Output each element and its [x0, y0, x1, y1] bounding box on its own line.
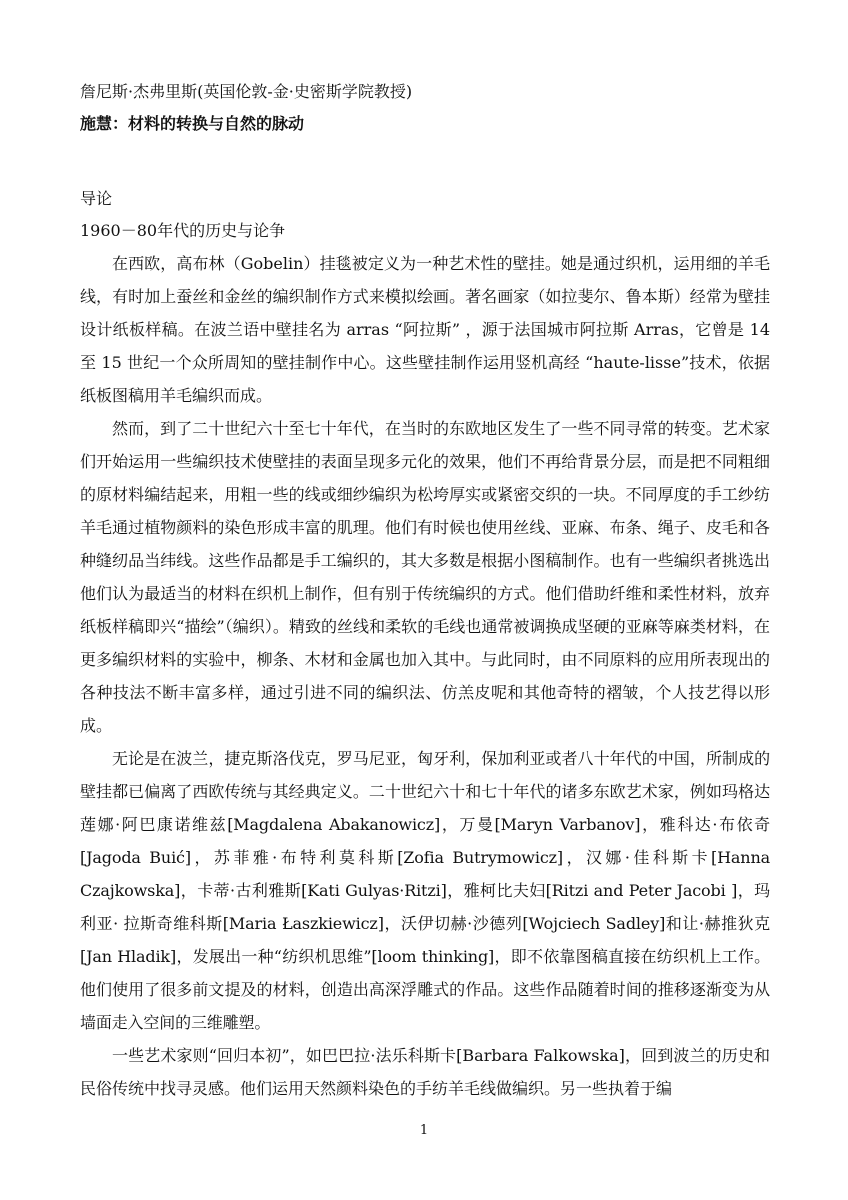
paragraph-3: 无论是在波兰，捷克斯洛伐克，罗马尼亚，匈牙利，保加利亚或者八十年代的中国，所制成的壁挂都已偏离了西欧传统与其经典定义。二十世纪六十和七十年代的诸多东欧艺术家，例如玛格达莲娜·阿巴康诺维兹[Magdalena Abakanowicz]，万曼[Maryn Varbanov]，雅科达·布依奇[Jagoda Buić]，苏菲雅·布特利莫科斯[Zofia Butrymowicz]，汉娜·佳科斯卡[Hanna Czajkowska]，卡蒂·古利雅斯[Kati Gulyas·Ritzi]，雅柯比夫妇[Ritzi and Peter Jacobi ]，玛利亚· 拉斯奇维科斯[Maria Łaszkiewicz]，沃伊切赫·沙德列[Wojciech Sadley]和让·赫推狄克[Jan Hladik]，发展出一种“纺织机思维”[loom thinking]，即不依靠图稿直接在纺织机上工作。他们使用了很多前文提及的材料，创造出高深浮雕式的作品。这些作品随着时间的推移逐渐变为从墙面走入空间的三维雕塑。	[80, 749, 770, 1032]
author-line: 詹尼斯·杰弗里斯(英国伦敦-金·史密斯学院教授)	[80, 82, 413, 101]
paragraph-4: 一些艺术家则“回归本初”，如巴巴拉·法乐科斯卡[Barbara Falkowska]，回到波兰的历史和民俗传统中找寻灵感。他们运用天然颜料染色的手纺羊毛线做编织。另一些执着于编	[80, 1046, 770, 1098]
document-page	[80, 76, 770, 1105]
page-number: 1	[419, 1123, 429, 1138]
paragraph-2: 然而，到了二十世纪六十至七十年代，在当时的东欧地区发生了一些不同寻常的转变。艺术家们开始运用一些编织技术使壁挂的表面呈现多元化的效果，他们不再给背景分层，而是把不同粗细的原材料编结起来，用粗一些的线或细纱编织为松垮厚实或紧密交织的一块。不同厚度的手工纱纺羊毛通过植物颜料的染色形成丰富的肌理。他们有时候也使用丝线、亚麻、布条、绳子、皮毛和各种缝纫品当纬线。这些作品都是手工编织的，其大多数是根据小图稿制作。也有一些编织者挑选出他们认为最适当的材料在织机上制作，但有别于传统编织的方式。他们借助纤维和柔性材料，放弃纸板样稿即兴“描绘”（编织）。精致的丝线和柔软的毛线也通常被调换成坚硬的亚麻等麻类材料，在更多编织材料的实验中，柳条、木材和金属也加入其中。与此同时，由不同原料的应用所表现出的各种技法不断丰富多样，通过引进不同的编织法、仿羔皮呢和其他奇特的褶皱，个人技艺得以形成。	[80, 419, 770, 735]
section-heading: 导论	[80, 189, 113, 208]
paragraph-1: 在西欧，高布林（Gobelin）挂毯被定义为一种艺术性的壁挂。她是通过织机，运用细的羊毛线，有时加上蚕丝和金丝的编织制作方式来模拟绘画。著名画家（如拉斐尔、鲁本斯）经常为壁挂设计纸板样稿。在波兰语中壁挂名为 arras “阿拉斯” ，源于法国城市阿拉斯 Arras，它曾是 14 至 15 世纪一个众所周知的壁挂制作中心。这些壁挂制作运用竖机高经 “haute-lisse”技术，依据纸板图稿用羊毛编织而成。	[80, 254, 770, 405]
subsection-heading: 1960－80年代的历史与论争	[80, 221, 286, 240]
blank-line	[80, 140, 770, 172]
article-title: 施慧：材料的转换与自然的脉动	[80, 114, 305, 133]
